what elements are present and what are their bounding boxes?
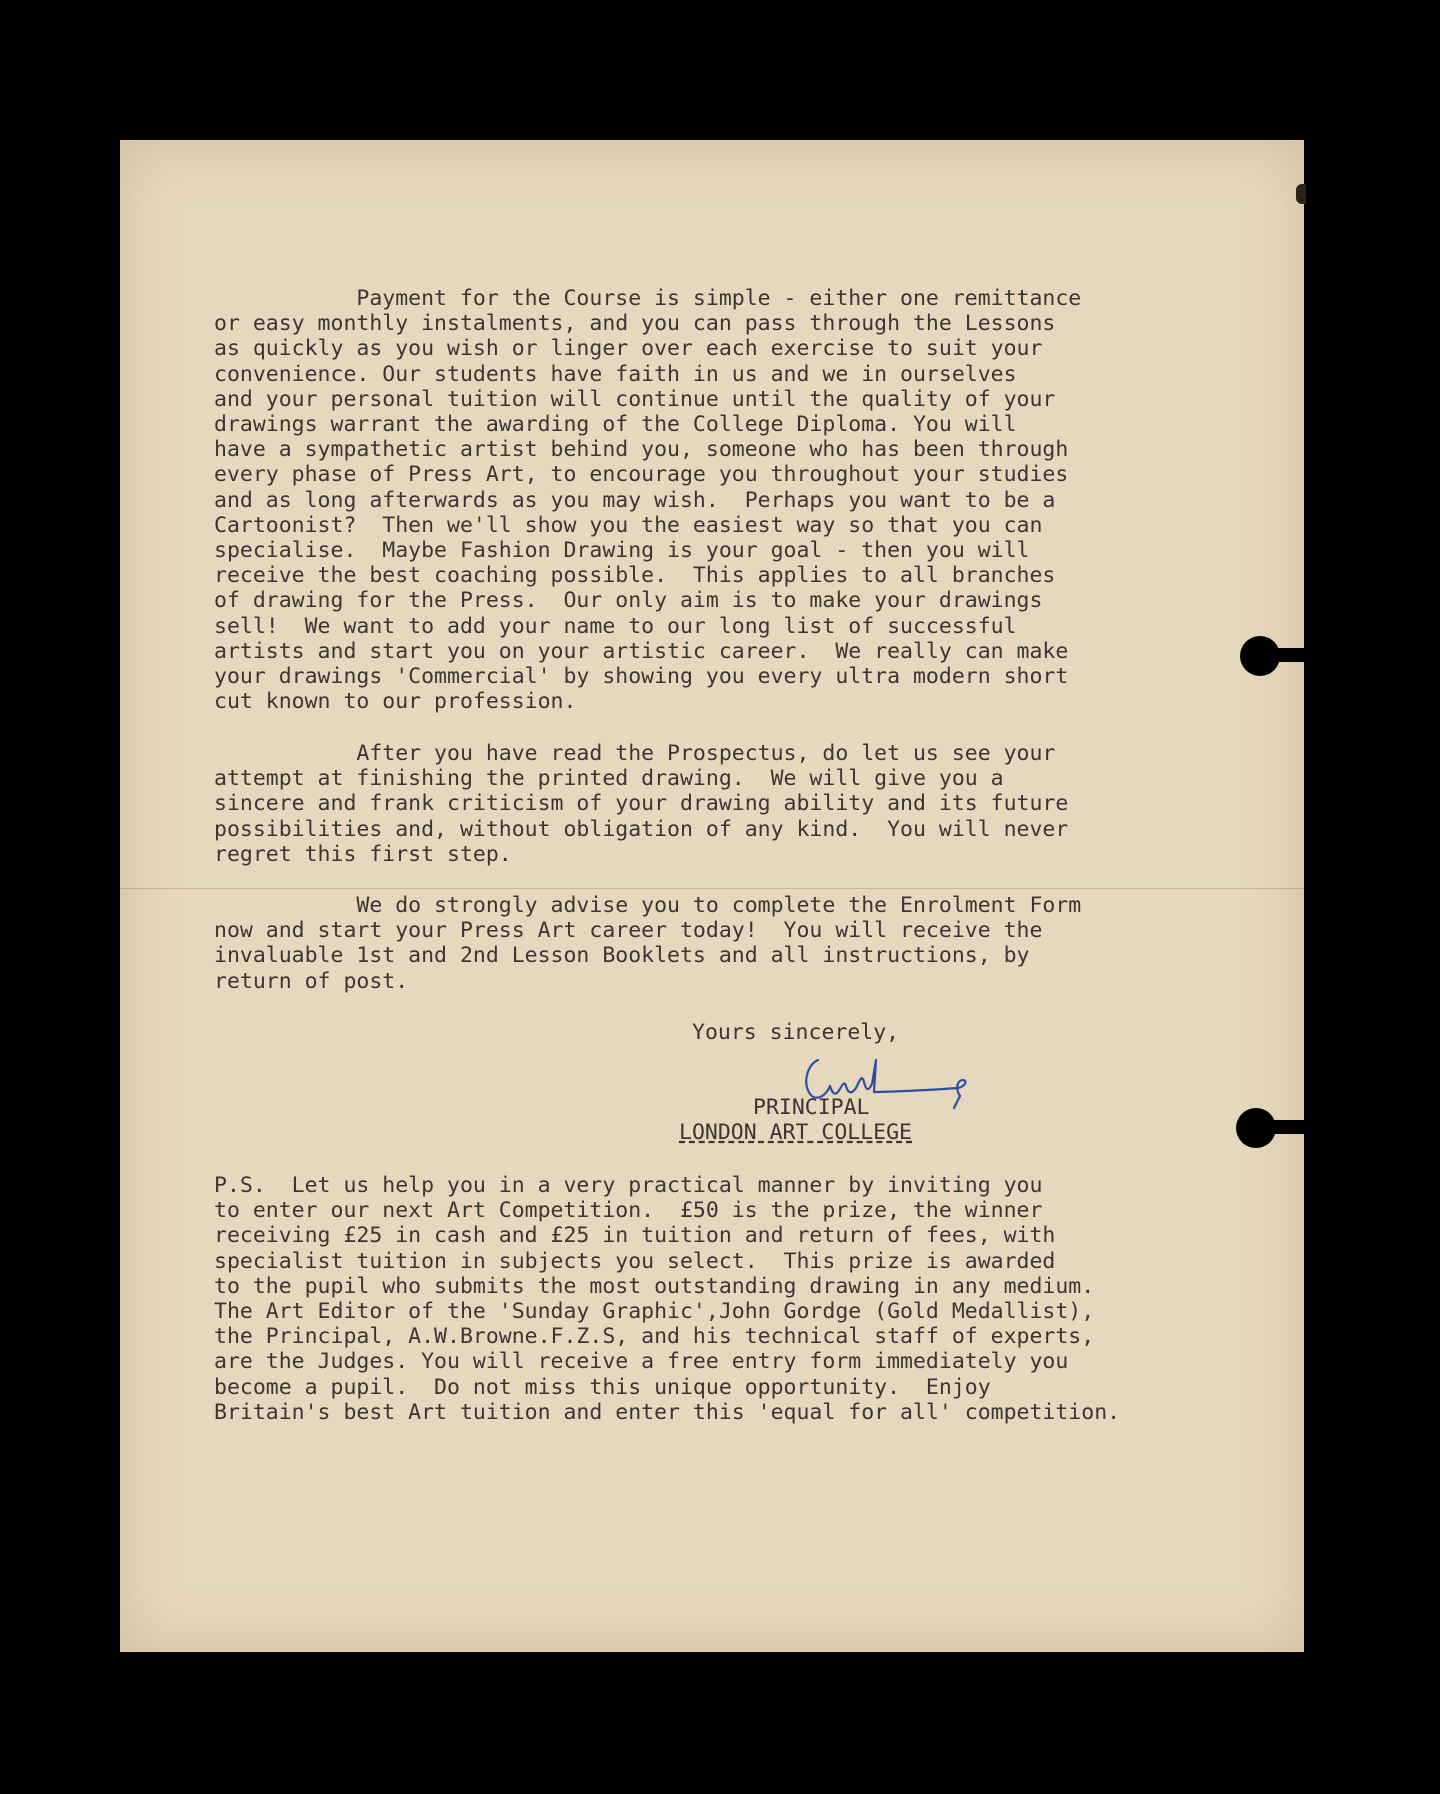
edge-tear <box>1296 184 1306 204</box>
binder-tear-lower <box>1266 1120 1310 1134</box>
signatory-organisation: LONDON ART COLLEGE <box>679 1120 912 1145</box>
body-paragraph-payment: Payment for the Course is simple - either one remittance or easy monthly instalments, and you can pass through the Lessons as quickly as you wish or linger over each exercise to suit your convenience. Our students have faith in us and we in ourselves and your personal tuition will continue until the quality of your drawings warrant the awarding of the College Diploma. You will have a sympathetic artist behind you, someone who has been through every phase of Press Art, to encourage you throughout your studies and as long afterwards as you may wish. Perhaps you want to be a Cartoonist? Then we'll show you the easiest way so that you can specialise. Maybe Fashion Drawing is your goal - then you will receive the best coaching possible. This applies to all branches of drawing for the Press. Our only aim is to make your drawings sell! We want to add your name to our long list of successful artists and start you on your artistic career. We really can make your drawings 'Commercial' by showing you every ultra modern short cut known to our profession. <box>214 286 1082 715</box>
postscript-paragraph: P.S. Let us help you in a very practical manner by inviting you to enter our next Art Competition. £50 is the prize, the winner receiving £25 in cash and £25 in tuition and return of fees, with specialist tuition in subjects you select. This prize is awarded to the pupil who submits the most outstanding drawing in any medium. The Art Editor of the 'Sunday Graphic',John Gordge (Gold Medallist), the Principal, A.W.Browne.F.Z.S, and his technical staff of experts, are the Judges. You will receive a free entry form immediately you become a pupil. Do not miss this unique opportunity. Enjoy Britain's best Art tuition and enter this 'equal for all' competition. <box>214 1173 1121 1425</box>
body-paragraph-prospectus: After you have read the Prospectus, do let us see your attempt at finishing the printed drawing. We will give you a sincere and frank criticism of your drawing ability and its future possibilities and, without obligation of any kind. You will never regret this first step. <box>214 741 1069 867</box>
closing-salutation: Yours sincerely, <box>692 1020 900 1045</box>
signatory-title: PRINCIPAL <box>753 1095 870 1120</box>
binder-tear-upper <box>1270 648 1310 662</box>
fold-crease <box>120 888 1304 889</box>
body-paragraph-enrolment: We do strongly advise you to complete the Enrolment Form now and start your Press Art career today! You will receive the invaluable 1st and 2nd Lesson Booklets and all instructions, by return of post. <box>214 893 1082 994</box>
letter-page <box>120 140 1304 1652</box>
